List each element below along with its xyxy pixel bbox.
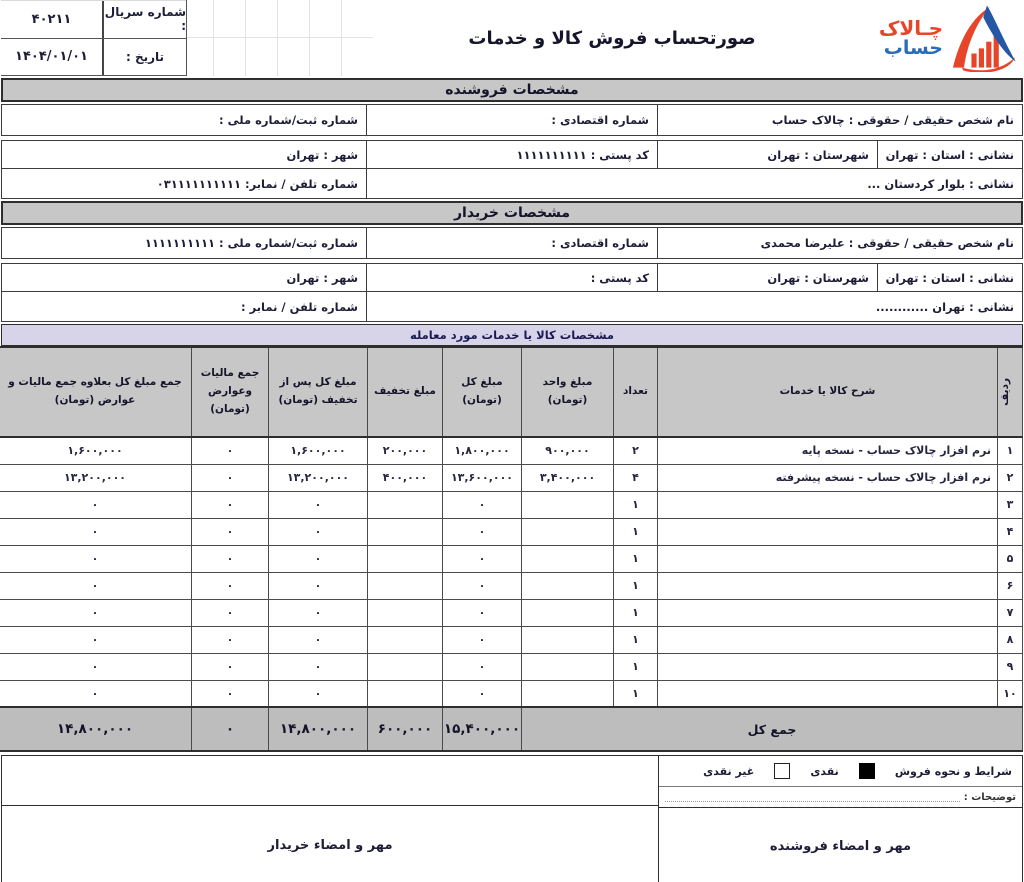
- cell-description: [658, 626, 998, 653]
- totals-row: [0, 707, 1023, 751]
- company-logo: [851, 0, 1023, 76]
- cell-tax: ۰: [192, 572, 269, 599]
- cell-unit-price: [522, 572, 614, 599]
- cell-total: ۰: [443, 599, 522, 626]
- cell-qty: ۱: [614, 572, 658, 599]
- cell-qty: ۱: [614, 680, 658, 707]
- cell-total: ۰: [443, 572, 522, 599]
- cell-grand-total: ۰: [0, 545, 192, 572]
- seller-name: نام شخص حقیقی / حقوقی : چالاک حساب: [771, 113, 1014, 127]
- seller-postal-code: کد پستی : ۱۱۱۱۱۱۱۱۱۱: [367, 141, 658, 168]
- cell-unit-price: [522, 518, 614, 545]
- totals-grand: ۱۴,۸۰۰,۰۰۰: [0, 707, 192, 751]
- cell-discount: ۴۰۰,۰۰۰: [368, 464, 443, 491]
- logo-line1: چـالاک: [878, 15, 943, 40]
- cell-radif: ۱۰: [998, 680, 1023, 707]
- totals-tax: ۰: [192, 707, 269, 751]
- cell-tax: ۰: [192, 599, 269, 626]
- items-header: [0, 347, 1023, 437]
- cell-discount: [368, 572, 443, 599]
- cell-total: ۰: [443, 626, 522, 653]
- table-row: [0, 464, 1023, 491]
- items-section-title: مشخصات کالا یا خدمات مورد معامله: [1, 324, 1023, 346]
- seller-signature-box: مهر و امضاء فروشنده: [659, 807, 1022, 882]
- cell-after-discount: ۰: [269, 572, 368, 599]
- cell-total: ۰: [443, 545, 522, 572]
- cell-after-discount: ۱۳,۲۰۰,۰۰۰: [269, 464, 368, 491]
- col-header-grand-total: جمع مبلغ کل بعلاوه جمع مالیات و عوارض (تومان): [0, 347, 192, 437]
- cell-radif: ۲: [998, 464, 1023, 491]
- cell-tax: ۰: [192, 464, 269, 491]
- cell-description: [658, 599, 998, 626]
- cell-total: ۰: [443, 653, 522, 680]
- cell-grand-total: ۱,۶۰۰,۰۰۰: [0, 437, 192, 464]
- seller-economic-code: شماره اقتصادی :: [367, 105, 658, 135]
- cell-tax: ۰: [192, 491, 269, 518]
- sale-terms-label: شرایط و نحوه فروش: [894, 764, 1012, 778]
- buyer-registration: شماره ثبت/شماره ملی : ۱۱۱۱۱۱۱۱۱۱: [2, 228, 367, 258]
- totals-total: ۱۵,۴۰۰,۰۰۰: [443, 707, 522, 751]
- seller-province: نشانی : استان : تهران: [885, 147, 1014, 162]
- cell-unit-price: [522, 491, 614, 518]
- notes-row: [659, 786, 1022, 807]
- table-row: [0, 437, 1023, 464]
- cell-unit-price: [522, 599, 614, 626]
- cell-qty: ۱: [614, 626, 658, 653]
- table-row: [0, 491, 1023, 518]
- cell-radif: ۴: [998, 518, 1023, 545]
- cell-grand-total: ۰: [0, 599, 192, 626]
- cell-radif: ۷: [998, 599, 1023, 626]
- buyer-row-3: [1, 292, 1023, 322]
- gridline-spacer: [187, 0, 373, 76]
- page-title: صورتحساب فروش کالا و خدمات: [468, 27, 756, 49]
- footer: [1, 755, 1023, 882]
- cell-grand-total: ۰: [0, 491, 192, 518]
- cell-after-discount: ۰: [269, 653, 368, 680]
- buyer-province: نشانی : استان : تهران: [885, 270, 1014, 285]
- table-row: [0, 599, 1023, 626]
- cell-qty: ۱: [614, 545, 658, 572]
- cell-tax: ۰: [192, 518, 269, 545]
- title-cell: [373, 0, 851, 76]
- table-row: [0, 572, 1023, 599]
- buyer-postal-code: کد پستی :: [367, 264, 658, 291]
- cell-discount: [368, 626, 443, 653]
- items-footer: [0, 707, 1023, 751]
- logo-line2: حساب: [883, 36, 943, 59]
- cell-radif: ۶: [998, 572, 1023, 599]
- cell-unit-price: [522, 680, 614, 707]
- buyer-section-title: مشخصات خریدار: [1, 201, 1023, 225]
- cell-description: [658, 518, 998, 545]
- totals-label: جمع کل: [522, 707, 1023, 751]
- cell-discount: [368, 545, 443, 572]
- footer-blank-area: [2, 756, 658, 805]
- cell-discount: [368, 491, 443, 518]
- serial-date-table: [1, 0, 187, 76]
- table-row: [0, 680, 1023, 707]
- footer-left-panel: [2, 756, 658, 882]
- cell-discount: [368, 599, 443, 626]
- footer-right-panel: [658, 756, 1022, 882]
- cash-label: نقدی: [810, 764, 839, 778]
- logo-text: [878, 15, 943, 59]
- cell-grand-total: ۰: [0, 572, 192, 599]
- cell-after-discount: ۰: [269, 545, 368, 572]
- cell-discount: ۲۰۰,۰۰۰: [368, 437, 443, 464]
- seller-county: شهرستان : تهران: [658, 141, 878, 168]
- seller-city: شهر : تهران: [2, 141, 367, 168]
- table-row: [0, 545, 1023, 572]
- cell-description: نرم افزار چالاک حساب - نسخه پیشرفته: [658, 464, 998, 491]
- col-header-radif: ردیف: [998, 347, 1023, 437]
- serial-row: [1, 0, 186, 39]
- cash-checkbox[interactable]: [859, 763, 875, 779]
- table-row: [0, 653, 1023, 680]
- date-row: [1, 39, 186, 77]
- cell-radif: ۳: [998, 491, 1023, 518]
- items-body: [0, 437, 1023, 707]
- buyer-economic-code: شماره اقتصادی :: [367, 228, 658, 258]
- cell-after-discount: ۰: [269, 518, 368, 545]
- buyer-signature-box: مهر و امضاء خریدار: [2, 805, 658, 882]
- cell-discount: [368, 518, 443, 545]
- seller-row-3: [1, 169, 1023, 199]
- cell-after-discount: ۰: [269, 626, 368, 653]
- cell-radif: ۸: [998, 626, 1023, 653]
- buyer-address: نشانی : تهران ............: [875, 299, 1014, 314]
- buyer-city: شهر : تهران: [2, 264, 367, 291]
- cell-grand-total: ۱۳,۲۰۰,۰۰۰: [0, 464, 192, 491]
- top-header: [1, 0, 1023, 76]
- col-header-qty: تعداد: [614, 347, 658, 437]
- cell-qty: ۱: [614, 518, 658, 545]
- cell-qty: ۲: [614, 437, 658, 464]
- cell-description: [658, 491, 998, 518]
- cell-unit-price: [522, 545, 614, 572]
- cell-radif: ۵: [998, 545, 1023, 572]
- cell-tax: ۰: [192, 545, 269, 572]
- cell-grand-total: ۰: [0, 680, 192, 707]
- cell-description: [658, 572, 998, 599]
- cell-after-discount: ۱,۶۰۰,۰۰۰: [269, 437, 368, 464]
- cell-tax: ۰: [192, 437, 269, 464]
- cell-unit-price: ۳,۴۰۰,۰۰۰: [522, 464, 614, 491]
- col-header-total: مبلغ کل (تومان): [443, 347, 522, 437]
- cell-grand-total: ۰: [0, 626, 192, 653]
- seller-address: نشانی : بلوار کردستان ...: [867, 176, 1014, 191]
- notes-dotted-line: [665, 792, 960, 802]
- noncash-checkbox[interactable]: [774, 763, 790, 779]
- cell-qty: ۴: [614, 464, 658, 491]
- col-header-tax: جمع مالیات وعوارض (تومان): [192, 347, 269, 437]
- cell-unit-price: ۹۰۰,۰۰۰: [522, 437, 614, 464]
- cell-total: ۱۳,۶۰۰,۰۰۰: [443, 464, 522, 491]
- cell-discount: [368, 653, 443, 680]
- buyer-row-2: [1, 263, 1023, 292]
- cell-after-discount: ۰: [269, 491, 368, 518]
- table-row: [0, 518, 1023, 545]
- items-table: [0, 346, 1023, 752]
- date-value: ۱۴۰۴/۰۱/۰۱: [15, 49, 88, 65]
- buyer-name: نام شخص حقیقی / حقوقی : علیرضا محمدی: [760, 236, 1014, 250]
- col-header-unit-price: مبلغ واحد (تومان): [522, 347, 614, 437]
- cell-tax: ۰: [192, 626, 269, 653]
- seller-row-2: [1, 140, 1023, 169]
- cell-description: [658, 680, 998, 707]
- cell-grand-total: ۰: [0, 518, 192, 545]
- cell-qty: ۱: [614, 491, 658, 518]
- notes-label: توضیحات :: [963, 791, 1016, 803]
- cell-radif: ۱: [998, 437, 1023, 464]
- cell-qty: ۱: [614, 653, 658, 680]
- cell-grand-total: ۰: [0, 653, 192, 680]
- buyer-phone: شماره تلفن / نمابر :: [2, 292, 367, 321]
- seller-phone: شماره تلفن / نمابر: ۰۳۱۱۱۱۱۱۱۱۱۱: [2, 169, 367, 198]
- cell-description: نرم افزار چالاک حساب - نسخه پایه: [658, 437, 998, 464]
- cell-description: [658, 545, 998, 572]
- sale-terms-row: [659, 756, 1022, 786]
- cell-total: ۰: [443, 680, 522, 707]
- cell-total: ۰: [443, 518, 522, 545]
- table-row: [0, 626, 1023, 653]
- cell-radif: ۹: [998, 653, 1023, 680]
- col-header-discount: مبلغ تخفیف: [368, 347, 443, 437]
- cell-unit-price: [522, 653, 614, 680]
- cell-tax: ۰: [192, 653, 269, 680]
- serial-label: شماره سریال :: [102, 1, 186, 38]
- totals-discount: ۶۰۰,۰۰۰: [368, 707, 443, 751]
- seller-section-title: مشخصات فروشنده: [1, 78, 1023, 102]
- buyer-row-1: [1, 227, 1023, 259]
- col-header-description: شرح کالا یا خدمات: [658, 347, 998, 437]
- col-header-after-discount: مبلغ کل پس از تخفیف (تومان): [269, 347, 368, 437]
- cell-unit-price: [522, 626, 614, 653]
- totals-after-discount: ۱۴,۸۰۰,۰۰۰: [269, 707, 368, 751]
- noncash-label: غیر نقدی: [703, 764, 755, 778]
- cell-after-discount: ۰: [269, 680, 368, 707]
- cell-total: ۰: [443, 491, 522, 518]
- seller-registration: شماره ثبت/شماره ملی :: [2, 105, 367, 135]
- cell-after-discount: ۰: [269, 599, 368, 626]
- cell-discount: [368, 680, 443, 707]
- cell-qty: ۱: [614, 599, 658, 626]
- cell-description: [658, 653, 998, 680]
- chalak-hesab-logo-icon: [947, 4, 1021, 72]
- buyer-county: شهرستان : تهران: [658, 264, 878, 291]
- seller-row-1: [1, 104, 1023, 136]
- date-label: تاریخ :: [102, 39, 186, 76]
- serial-value: ۴۰۲۱۱: [31, 11, 72, 27]
- cell-tax: ۰: [192, 680, 269, 707]
- cell-total: ۱,۸۰۰,۰۰۰: [443, 437, 522, 464]
